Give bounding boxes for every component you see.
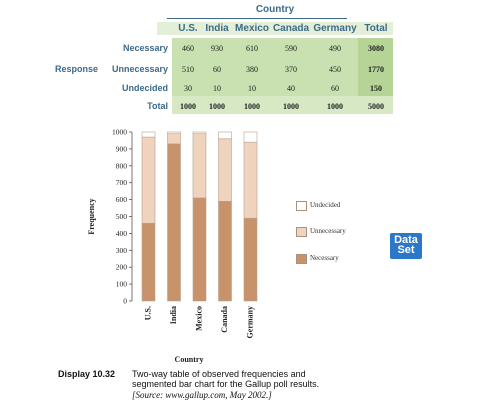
chart-legend <box>296 198 386 268</box>
table-cell: 3080 <box>368 44 384 53</box>
bar-segment-undecided-3 <box>219 132 232 139</box>
table-cell: 590 <box>285 44 297 53</box>
table-cell: 1000 <box>327 102 343 111</box>
segmented-bar-chart <box>0 118 300 368</box>
y-tick-label: 400 <box>115 228 127 238</box>
x-tick-label: India <box>169 306 178 325</box>
y-axis-title: Frequency <box>87 198 96 235</box>
legend-swatch-necessary <box>296 254 307 264</box>
legend-swatch-unnecessary <box>296 227 307 237</box>
bar-segment-undecided-0 <box>142 132 155 137</box>
bar-segment-unnecessary-0 <box>142 137 155 223</box>
bar-segment-unnecessary-2 <box>193 134 206 198</box>
row-label-total: Total <box>147 101 168 111</box>
table-cell: 490 <box>329 44 341 53</box>
bar-segment-necessary-3 <box>219 201 232 301</box>
col-mexico: Mexico <box>235 23 269 34</box>
bar-segment-undecided-4 <box>244 132 257 142</box>
col-canada: Canada <box>272 23 310 34</box>
x-axis-title: Country <box>174 355 204 364</box>
table-cell: 40 <box>287 84 295 93</box>
col-india: India <box>205 23 229 34</box>
legend-label-undecided: Undecided <box>310 201 341 209</box>
table-cell: 460 <box>182 44 194 53</box>
x-tick-label: Canada <box>220 306 229 333</box>
bar-segment-undecided-1 <box>168 132 181 134</box>
y-tick-label: 0 <box>123 296 127 306</box>
row-label-necessary: Necessary <box>122 43 168 53</box>
table-cell: 610 <box>246 44 258 53</box>
caption-label: Display 10.32 <box>58 369 116 379</box>
table-cell: 380 <box>246 65 258 74</box>
x-tick-label: Germany <box>245 306 255 339</box>
table-cell: 1000 <box>244 102 260 111</box>
frequency-table <box>0 0 400 118</box>
bar-segment-undecided-2 <box>193 132 206 134</box>
data-set-badge-line1: Data <box>394 234 418 246</box>
legend-label-unnecessary: Unnecessary <box>310 227 346 235</box>
y-tick-label: 100 <box>115 279 127 289</box>
table-cell: 1770 <box>368 65 384 74</box>
data-set-badge[interactable] <box>390 233 422 259</box>
data-set-badge-line2: Set <box>397 244 415 256</box>
table-cell: 930 <box>211 44 223 53</box>
row-label-undecided: Undecided <box>121 83 168 93</box>
table-cell: 10 <box>213 84 221 93</box>
legend-swatch-undecided <box>296 201 307 211</box>
y-tick-label: 500 <box>115 212 127 221</box>
column-header-country: Country <box>255 4 295 15</box>
table-cell: 1000 <box>180 102 196 111</box>
caption-line-2: segmented bar chart for the Gallup poll results. <box>132 379 320 389</box>
y-tick-label: 600 <box>115 195 127 205</box>
bar-segment-unnecessary-3 <box>219 139 232 202</box>
col-us: U.S. <box>178 23 198 34</box>
col-total: Total <box>364 23 388 34</box>
caption-source: [Source: www.gallup.com, May 2002.] <box>132 390 272 400</box>
x-tick-label: U.S. <box>143 306 153 321</box>
table-cell: 60 <box>331 84 339 93</box>
y-tick-label: 300 <box>115 245 127 255</box>
bar-segment-necessary-2 <box>193 198 206 301</box>
y-tick-label: 800 <box>115 161 127 171</box>
column-header-rule <box>167 18 347 19</box>
legend-label-necessary: Necessary <box>310 254 339 262</box>
row-label-unnecessary: Unnecessary <box>111 64 168 74</box>
col-germany: Germany <box>313 23 357 34</box>
y-tick-label: 900 <box>115 144 127 154</box>
bar-segment-necessary-0 <box>142 223 155 301</box>
bar-segment-necessary-4 <box>244 218 257 301</box>
table-cell: 1000 <box>209 102 225 111</box>
x-tick-label: Mexico <box>194 306 204 331</box>
y-tick-label: 200 <box>115 262 127 272</box>
y-tick-label: 700 <box>115 178 127 188</box>
figure-caption <box>58 369 418 411</box>
table-cell: 1000 <box>283 102 299 111</box>
table-cell: 510 <box>182 65 194 74</box>
table-cell: 5000 <box>368 102 384 111</box>
table-cell: 150 <box>370 84 382 93</box>
table-cell: 60 <box>213 65 221 74</box>
y-tick-label: 1000 <box>112 127 127 137</box>
table-cell: 370 <box>285 65 297 74</box>
bar-segment-unnecessary-1 <box>168 134 181 144</box>
row-header-response: Response <box>55 64 99 74</box>
table-cell: 30 <box>184 84 192 93</box>
caption-line-1: Two-way table of observed frequencies and <box>132 369 306 379</box>
bar-segment-necessary-1 <box>168 144 181 301</box>
table-cell: 450 <box>329 65 341 74</box>
table-cell: 10 <box>248 84 256 93</box>
bar-segment-unnecessary-4 <box>244 142 257 218</box>
